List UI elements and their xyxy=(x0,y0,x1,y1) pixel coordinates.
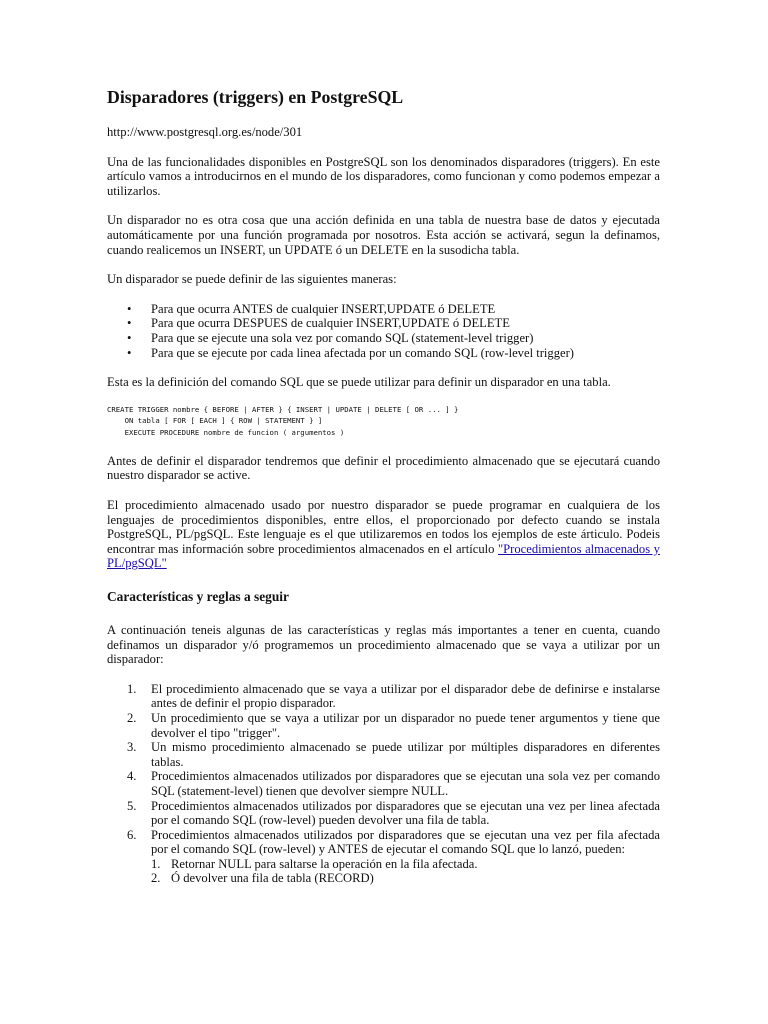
list-item: • Para que ocurra ANTES de cualquier INSERT,UPDATE ó DELETE xyxy=(151,302,660,317)
sub-rule-text: Ó devolver una fila de tabla (RECORD) xyxy=(171,871,374,886)
list-number: 5. xyxy=(127,798,137,813)
code-line: ON tabla [ FOR [ EACH ] { ROW | STATEMENT } ] xyxy=(107,416,323,426)
list-item xyxy=(151,856,660,872)
list-item: • Para que se ejecute por cada linea afectada por un comando SQL (row-level trigger) xyxy=(151,346,660,361)
rule-text: Procedimientos almacenados utilizados por disparadores que se ejecutan una vez per fila afectada por el comando SQL (row-level) y ANTES de ejecutar el comando SQL que lo lanzó, pueden: xyxy=(151,827,660,857)
code-line: CREATE TRIGGER nombre { BEFORE | AFTER } { INSERT | UPDATE | DELETE [ OR ... ] } xyxy=(107,404,459,414)
list-number: 1. xyxy=(151,856,161,871)
procedure-paragraph xyxy=(107,498,660,571)
code-line: EXECUTE PROCEDURE nombre de funcion ( argumentos ) xyxy=(107,428,345,438)
list-item xyxy=(127,681,660,711)
intro-paragraph-1: Una de las funcionalidades disponibles en PostgreSQL son los denominados disparadores (triggers). En este artículo vamos a introducirnos en el mundo de los disparadores, como funcionan y como podemos empezar a utilizarlos. xyxy=(107,154,660,198)
procedures-article-link[interactable]: "Procedimientos almacenados y PL/pgSQL" xyxy=(107,541,660,571)
list-item xyxy=(127,740,660,769)
list-number: 6. xyxy=(127,827,137,842)
list-item xyxy=(151,871,660,886)
list-number: 2. xyxy=(127,710,137,725)
rule-text: Procedimientos almacenados utilizados por disparadores que se ejecutan una sola vez per comando SQL (statement-level) tienen que devolver siempre NULL. xyxy=(151,769,660,798)
rule-text: Procedimientos almacenados utilizados por disparadores que se ejecutan una vez per linea afectada por el comando SQL (row-level) pueden devolver una fila de tabla. xyxy=(151,798,660,828)
syntax-intro: Esta es la definición del comando SQL que se puede utilizar para definir un disparador en una tabla. xyxy=(107,375,611,390)
page-title: Disparadores (triggers) en PostgreSQL xyxy=(107,87,404,107)
list-number: 2. xyxy=(151,871,161,886)
list-item xyxy=(127,710,660,740)
list-number: 3. xyxy=(127,740,137,755)
sub-rule-text: Retornar NULL para saltarse la operación en la fila afectada. xyxy=(171,856,478,871)
rule-text: Un procedimiento que se vaya a utilizar por un disparador no puede tener argumentos y tiene que devolver el tipo "trigger". xyxy=(151,710,660,740)
section-title: Características y reglas a seguir xyxy=(107,588,289,604)
intro-paragraph-3: Un disparador se puede definir de las siguientes maneras: xyxy=(107,272,397,287)
list-number: 4. xyxy=(127,769,137,784)
list-number: 1. xyxy=(127,681,137,696)
rule-text: Un mismo procedimiento almacenado se puede utilizar por múltiples disparadores en diferentes tablas. xyxy=(151,740,660,769)
rules-list xyxy=(107,682,660,886)
rule-text: El procedimiento almacenado que se vaya a utilizar por el disparador debe de definirse e instalarse antes de definir el propio disparador. xyxy=(151,681,660,711)
definition-modes-list xyxy=(107,302,660,360)
list-item: • Para que ocurra DESPUES de cualquier INSERT,UPDATE ó DELETE xyxy=(151,316,660,331)
document-body xyxy=(107,86,660,886)
list-item xyxy=(127,798,660,828)
syntax-code-block xyxy=(107,404,660,439)
sub-rules-list xyxy=(151,857,660,886)
intro-paragraph-2: Un disparador no es otra cosa que una acción definida en una tabla de nuestra base de datos y ejecutada automáticamente por una función programada por nosotros. Esta acción se activará, segun la definamos, cuando realicemos un INSERT, un UPDATE ó un DELETE en la susodicha tabla. xyxy=(107,213,660,257)
list-item: • Para que se ejecute una sola vez por comando SQL (statement-level trigger) xyxy=(151,331,660,346)
rules-intro: A continuación teneis algunas de las características y reglas más importantes a tener en cuenta, cuando definamos un disparador y/ó programemos un procedimiento almacenado que se vaya a utilizar por un disparador: xyxy=(107,622,660,667)
before-define-paragraph: Antes de definir el disparador tendremos que definir el procedimiento almacenado que se ejecutará cuando nuestro disparador se active. xyxy=(107,453,660,483)
list-item xyxy=(127,769,660,798)
list-item xyxy=(127,827,660,886)
source-url: http://www.postgresql.org.es/node/301 xyxy=(107,125,303,139)
procedure-text: El procedimiento almacenado usado por nuestro disparador se puede programar en cualquiera de los lenguajes de procedimientos disponibles, entre ellos, el proporcionado por defecto cuando se instala PostgreSQL, PL/pgSQL. Este lenguaje es el que utilizaremos en todos los ejemplos de este árticulo. Podeis encontrar mas información sobre procedimientos almacenados en el artículo xyxy=(107,498,660,556)
